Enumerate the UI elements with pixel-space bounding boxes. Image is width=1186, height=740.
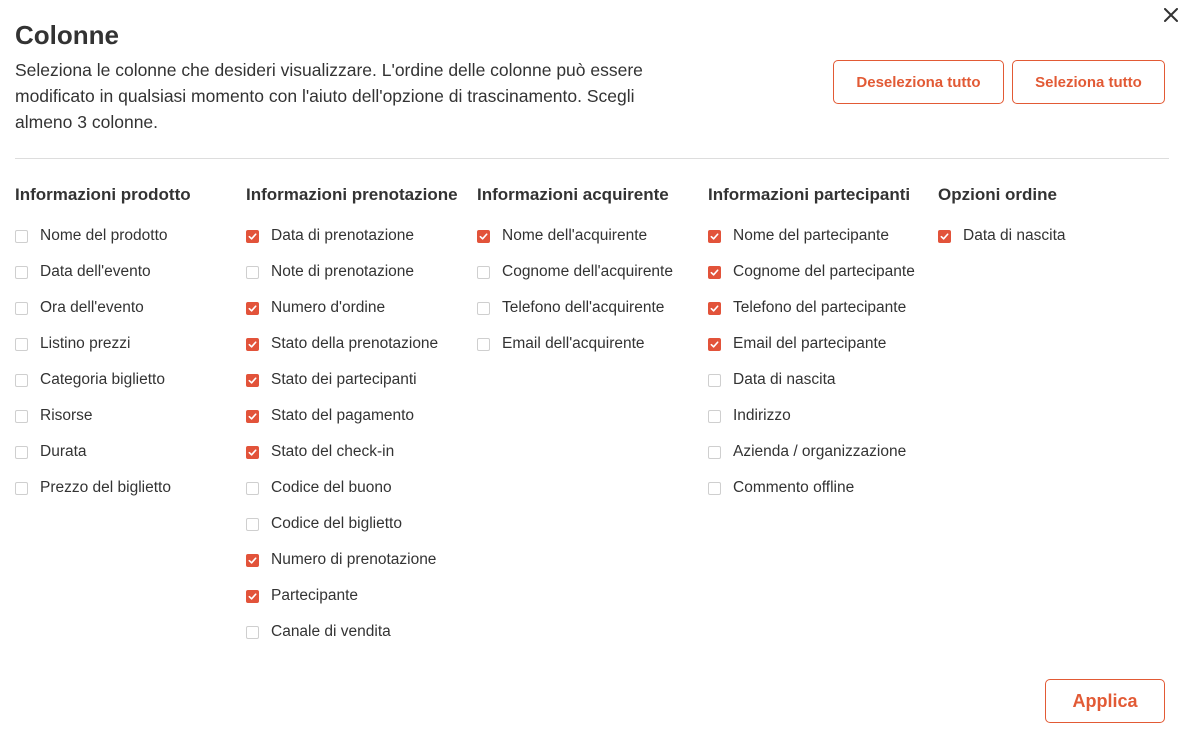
checkbox[interactable] [15,302,28,315]
checkbox[interactable] [15,446,28,459]
checkbox[interactable] [15,230,28,243]
group-heading: Informazioni prenotazione [246,185,458,204]
column-option[interactable] [15,404,171,440]
checkbox[interactable] [246,230,259,243]
group-heading: Informazioni acquirente [477,185,669,204]
divider [15,158,1169,159]
checkbox[interactable] [477,266,490,279]
option-label: Telefono dell'acquirente [502,299,665,316]
option-label: Codice del biglietto [271,515,402,532]
column-option[interactable] [708,368,915,404]
checkbox[interactable] [708,410,721,423]
option-list [246,224,438,656]
apply-button[interactable]: Applica [1045,679,1165,723]
option-list [477,224,673,368]
column-option[interactable] [246,332,438,368]
checkbox[interactable] [15,338,28,351]
option-label: Commento offline [733,479,855,496]
checkbox[interactable] [708,374,721,387]
checkbox[interactable] [246,338,259,351]
checkbox[interactable] [246,266,259,279]
checkmark-icon [248,304,257,313]
checkmark-icon [248,448,257,457]
option-label: Numero d'ordine [271,299,386,316]
group-heading: Informazioni prodotto [15,185,191,204]
option-label: Azienda / organizzazione [733,443,907,460]
option-label: Email dell'acquirente [502,335,645,352]
option-list [708,224,915,512]
checkmark-icon [479,232,488,241]
option-label: Listino prezzi [40,335,131,352]
group-booking-info [246,183,458,640]
column-option[interactable] [477,224,673,260]
column-option[interactable] [708,260,915,296]
column-option[interactable] [15,368,171,404]
column-option[interactable] [246,620,438,656]
option-label: Codice del buono [271,479,392,496]
checkbox[interactable] [477,302,490,315]
checkbox[interactable] [708,230,721,243]
column-option[interactable] [708,332,915,368]
column-option[interactable] [246,260,438,296]
column-option[interactable] [15,260,171,296]
checkbox[interactable] [246,518,259,531]
deselect-all-button[interactable]: Deseleziona tutto [833,60,1004,104]
option-label: Canale di vendita [271,623,391,640]
column-option[interactable] [15,440,171,476]
checkbox[interactable] [246,482,259,495]
option-label: Telefono del partecipante [733,299,907,316]
column-option[interactable] [938,224,1066,260]
group-buyer-info [477,183,673,352]
checkbox[interactable] [246,446,259,459]
checkmark-icon [710,268,719,277]
checkmark-icon [248,376,257,385]
column-option[interactable] [477,332,673,368]
option-label: Nome del partecipante [733,227,889,244]
checkmark-icon [710,340,719,349]
checkbox[interactable] [477,230,490,243]
checkmark-icon [248,412,257,421]
checkmark-icon [248,232,257,241]
option-label: Data di nascita [963,227,1066,244]
option-label: Partecipante [271,587,359,604]
option-label: Note di prenotazione [271,263,415,280]
checkbox[interactable] [246,374,259,387]
group-heading: Opzioni ordine [938,185,1057,204]
column-option[interactable] [246,368,438,404]
checkmark-icon [248,592,257,601]
close-icon [1164,8,1178,22]
select-all-button[interactable]: Seleziona tutto [1012,60,1165,104]
option-label: Data dell'evento [40,263,151,280]
option-label: Risorse [40,407,93,424]
checkbox[interactable] [15,374,28,387]
column-option[interactable] [708,476,915,512]
column-option[interactable] [15,224,171,260]
column-option[interactable] [477,296,673,332]
group-participant-info [708,183,915,496]
checkmark-icon [710,304,719,313]
option-label: Categoria biglietto [40,371,165,388]
option-list [15,224,171,512]
checkmark-icon [248,556,257,565]
column-option[interactable] [708,296,915,332]
checkbox[interactable] [708,302,721,315]
option-label: Cognome dell'acquirente [502,263,673,280]
option-label: Data di prenotazione [271,227,415,244]
checkbox[interactable] [246,626,259,639]
checkbox[interactable] [15,482,28,495]
option-label: Stato del check-in [271,443,395,460]
column-option[interactable] [477,260,673,296]
option-label: Indirizzo [733,407,791,424]
column-option[interactable] [15,476,171,512]
checkbox[interactable] [708,482,721,495]
option-label: Durata [40,443,87,460]
option-label: Stato della prenotazione [271,335,439,352]
group-product-info [15,183,191,496]
option-label: Stato del pagamento [271,407,415,424]
checkbox[interactable] [246,590,259,603]
column-option[interactable] [708,404,915,440]
option-label: Email del partecipante [733,335,887,352]
column-option[interactable] [246,296,438,332]
checkbox[interactable] [708,446,721,459]
checkbox[interactable] [246,302,259,315]
column-option[interactable] [15,332,171,368]
close-button[interactable] [1159,3,1183,27]
checkbox[interactable] [477,338,490,351]
checkmark-icon [710,232,719,241]
checkbox[interactable] [938,230,951,243]
checkbox[interactable] [15,410,28,423]
option-label: Numero di prenotazione [271,551,437,568]
column-option[interactable] [708,224,915,260]
checkbox[interactable] [708,338,721,351]
checkbox[interactable] [246,410,259,423]
column-option[interactable] [708,440,915,476]
option-label: Nome dell'acquirente [502,227,648,244]
checkmark-icon [248,340,257,349]
column-option[interactable] [246,512,438,548]
column-option[interactable] [246,476,438,512]
column-option[interactable] [246,440,438,476]
option-label: Data di nascita [733,371,836,388]
checkbox[interactable] [246,554,259,567]
option-label: Nome del prodotto [40,227,168,244]
option-label: Prezzo del biglietto [40,479,171,496]
column-option[interactable] [15,296,171,332]
checkmark-icon [940,232,949,241]
option-label: Stato dei partecipanti [271,371,417,388]
column-option[interactable] [246,584,438,620]
dialog-description: Seleziona le colonne che desideri visualizzare. L'ordine delle colonne può essere modificato in qualsiasi momento con l'aiuto dell'opzione di trascinamento. Scegli almeno 3 colonne. [15,60,643,132]
option-list [938,224,1066,260]
checkbox[interactable] [708,266,721,279]
option-label: Ora dell'evento [40,299,144,316]
column-option[interactable] [246,548,438,584]
option-label: Cognome del partecipante [733,263,915,280]
dialog-title: Colonne [15,20,119,50]
checkbox[interactable] [15,266,28,279]
column-option[interactable] [246,404,438,440]
group-heading: Informazioni partecipanti [708,185,911,204]
column-option[interactable] [246,224,438,260]
group-order-options [938,183,1066,244]
